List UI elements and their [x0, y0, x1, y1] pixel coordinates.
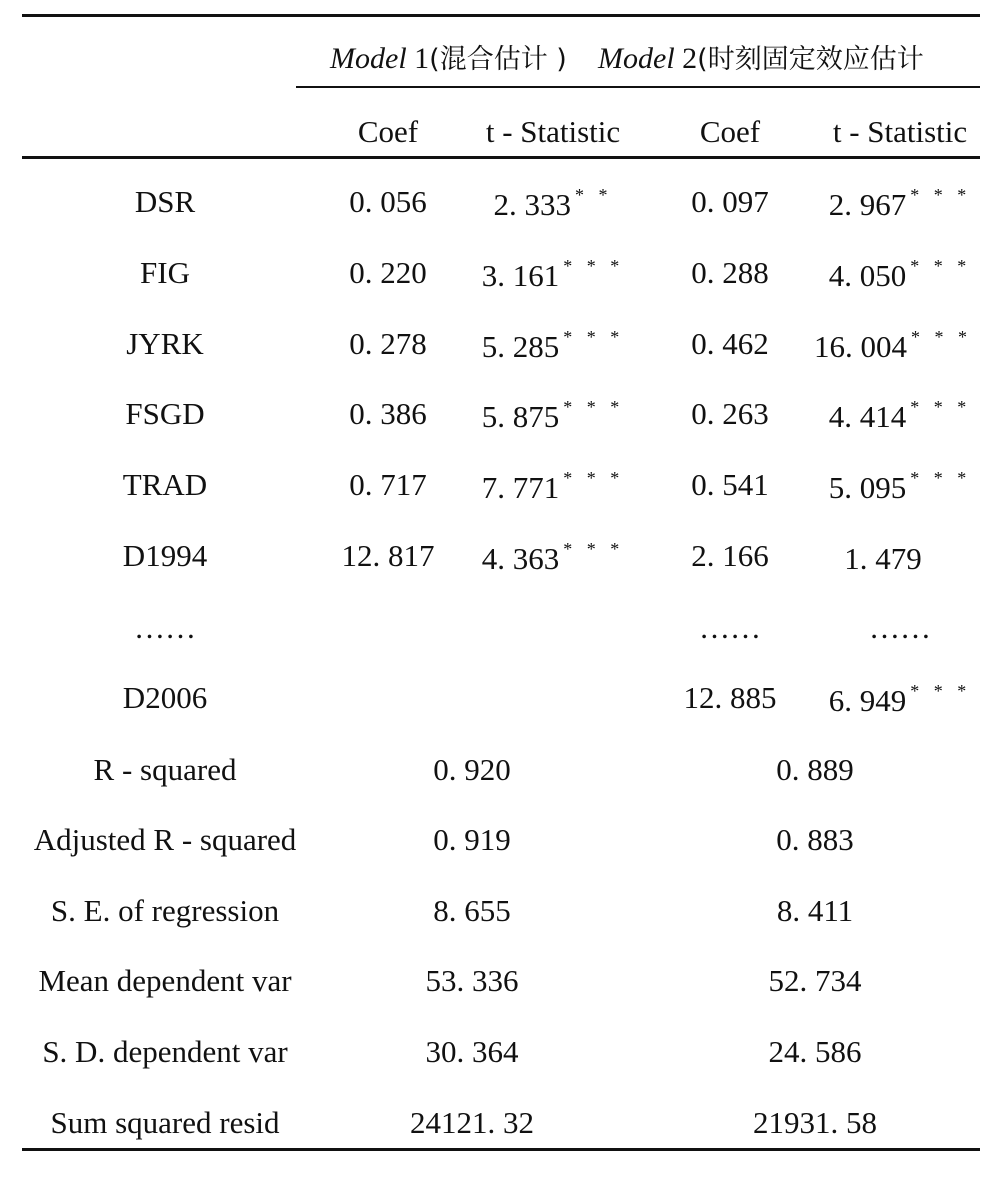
model2-header: Model 2(时刻固定效应估计 — [598, 42, 924, 75]
m2-tstat: 5. 095 * * * — [828, 468, 972, 505]
row-label: TRAD — [122, 467, 208, 502]
m1-stat: 8. 655 — [433, 893, 511, 928]
m2-coef: 12. 885 — [683, 680, 777, 715]
stat-label: Sum squared resid — [50, 1105, 280, 1140]
m1-stat: 53. 336 — [425, 963, 519, 998]
subheader-m2-coef: Coef — [699, 114, 761, 149]
m1-stat: 0. 919 — [433, 822, 511, 857]
stat-label: Adjusted R - squared — [33, 822, 297, 857]
m2-stat: 0. 889 — [776, 752, 854, 787]
m2-tstat: 4. 050 * * * — [828, 256, 972, 293]
row-label: D1994 — [122, 538, 208, 573]
row-label: JYRK — [126, 326, 204, 361]
column-header-rule — [22, 156, 980, 159]
subheader-m2-tstat: t - Statistic — [832, 114, 968, 149]
m1-coef: 0. 386 — [349, 396, 427, 431]
m2-stat: 52. 734 — [768, 963, 862, 998]
top-rule — [22, 14, 980, 17]
bottom-rule — [22, 1148, 980, 1151]
m2-tstat: 4. 414 * * * — [828, 397, 972, 434]
m1-tstat: 3. 161 * * * — [481, 256, 625, 293]
row-label: DSR — [134, 184, 196, 219]
m2-coef: 0. 462 — [691, 326, 769, 361]
m2-stat: 0. 883 — [776, 822, 854, 857]
m2-stat: 21931. 58 — [753, 1105, 877, 1140]
m1-coef: 0. 278 — [349, 326, 427, 361]
m1-stat: 24121. 32 — [410, 1105, 534, 1140]
m1-tstat: 2. 333 * * — [493, 185, 613, 222]
m2-tstat: 2. 967 * * * — [828, 185, 972, 222]
row-label: D2006 — [122, 680, 208, 715]
m1-tstat: 4. 363 * * * — [481, 539, 625, 576]
m1-tstat: 5. 875 * * * — [481, 397, 625, 434]
stat-label: Mean dependent var — [38, 963, 292, 998]
m2-coef: …… — [699, 610, 761, 645]
m1-coef: 0. 056 — [349, 184, 427, 219]
row-label: …… — [134, 610, 196, 645]
m1-stat: 0. 920 — [433, 752, 511, 787]
m2-stat: 8. 411 — [776, 893, 854, 928]
m2-coef: 0. 263 — [691, 396, 769, 431]
subheader-m1-tstat: t - Statistic — [485, 114, 621, 149]
subheader-m1-coef: Coef — [357, 114, 419, 149]
m2-tstat: 1. 479 — [844, 541, 922, 576]
model1-header: Model 1(混合估计 ) — [330, 42, 567, 75]
stat-label: S. D. dependent var — [42, 1034, 288, 1069]
row-label: FIG — [140, 255, 190, 290]
m2-coef: 0. 541 — [691, 467, 769, 502]
m2-coef: 0. 097 — [691, 184, 769, 219]
m1-tstat: 5. 285 * * * — [481, 327, 625, 364]
m1-coef: 12. 817 — [341, 538, 435, 573]
m2-tstat: …… — [869, 610, 931, 645]
m1-tstat: 7. 771 * * * — [481, 468, 625, 505]
m1-coef: 0. 220 — [349, 255, 427, 290]
m2-tstat: 6. 949 * * * — [828, 681, 972, 718]
row-label: FSGD — [125, 396, 205, 431]
stat-label: R - squared — [93, 752, 237, 787]
m2-coef: 0. 288 — [691, 255, 769, 290]
m1-stat: 30. 364 — [425, 1034, 519, 1069]
m1-coef: 0. 717 — [349, 467, 427, 502]
m2-stat: 24. 586 — [768, 1034, 862, 1069]
m2-tstat: 16. 004 * * * — [814, 327, 972, 364]
m2-coef: 2. 166 — [691, 538, 769, 573]
model-header-rule — [296, 86, 980, 88]
stat-label: S. E. of regression — [50, 893, 280, 928]
